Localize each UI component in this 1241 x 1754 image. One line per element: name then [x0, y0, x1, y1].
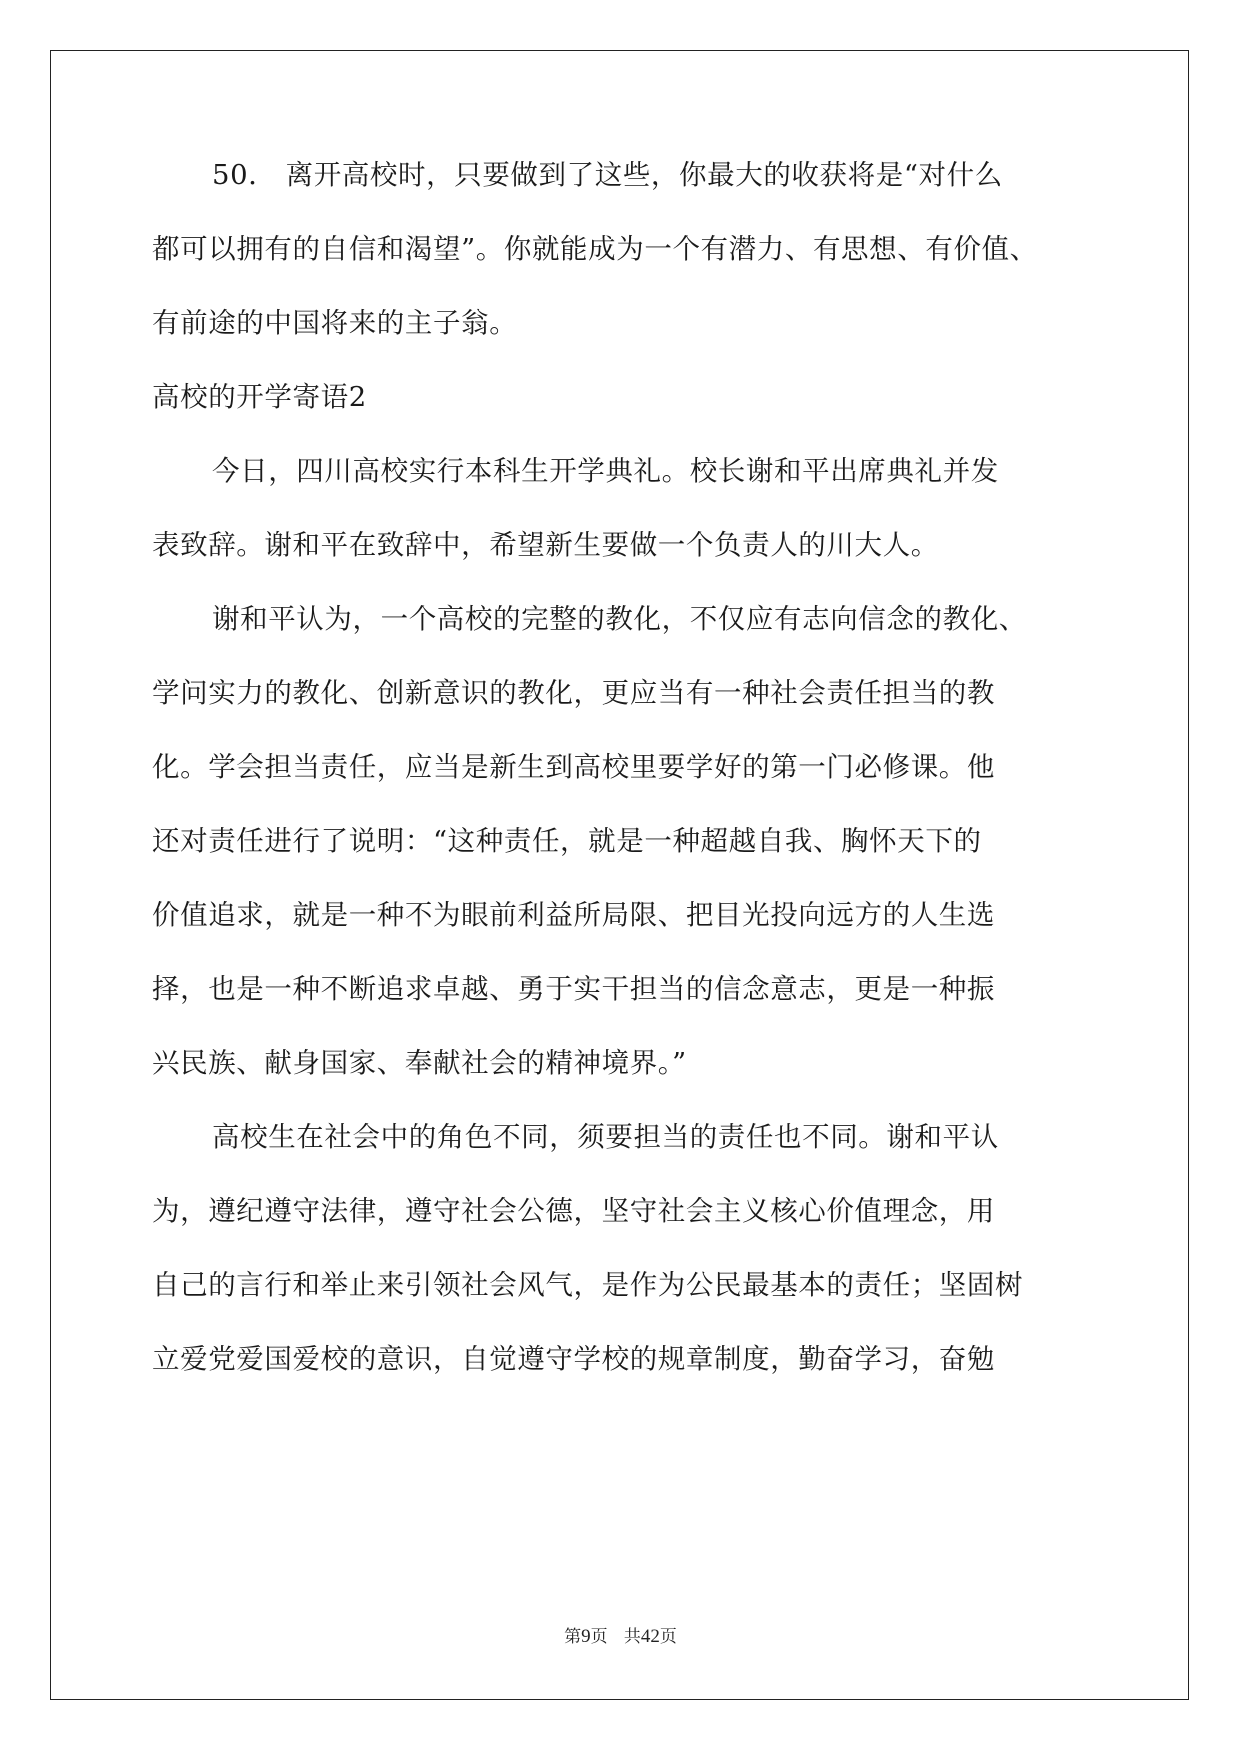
paragraph-line: 为，遵纪遵守法律，遵守社会公德，坚守社会主义核心价值理念，用 [152, 1195, 995, 1227]
total-pages: 42 [640, 1626, 660, 1647]
total-prefix: 共 [623, 1627, 641, 1647]
page-footer [0, 1622, 1241, 1648]
page-prefix: 第 [564, 1627, 582, 1647]
page-number: 9 [581, 1626, 591, 1647]
page-suffix: 页 [590, 1627, 608, 1647]
paragraph-line: 高校生在社会中的角色不同，须要担当的责任也不同。谢和平认 [212, 1121, 999, 1153]
paragraph-line: 化。学会担当责任，应当是新生到高校里要学好的第一门必修课。他 [152, 751, 995, 783]
section-heading: 高校的开学寄语2 [152, 381, 367, 413]
total-suffix: 页 [659, 1627, 677, 1647]
paragraph-line: 自己的言行和举止来引领社会风气，是作为公民最基本的责任；坚固树 [152, 1269, 1024, 1301]
paragraph-line: 谢和平认为，一个高校的完整的教化，不仅应有志向信念的教化、 [212, 603, 1027, 635]
paragraph-line: 兴民族、献身国家、奉献社会的精神境界。” [152, 1047, 687, 1079]
paragraph-line: 50． 离开高校时，只要做到了这些，你最大的收获将是“对什么 [212, 159, 1003, 191]
paragraph-line: 择，也是一种不断追求卓越、勇于实干担当的信念意志，更是一种振 [152, 973, 995, 1005]
paragraph-line: 价值追求，就是一种不为眼前利益所局限、把目光投向远方的人生选 [152, 899, 995, 931]
paragraph-line: 有前途的中国将来的主子翁。 [152, 307, 518, 339]
paragraph-line: 学问实力的教化、创新意识的教化，更应当有一种社会责任担当的教 [152, 677, 995, 709]
page-border [50, 50, 1189, 1700]
paragraph-line: 立爱党爱国爱校的意识，自觉遵守学校的规章制度，勤奋学习，奋勉 [152, 1343, 995, 1375]
paragraph-line: 今日，四川高校实行本科生开学典礼。校长谢和平出席典礼并发 [212, 455, 999, 487]
paragraph-line: 还对责任进行了说明：“这种责任，就是一种超越自我、胸怀天下的 [152, 825, 982, 857]
paragraph-line: 表致辞。谢和平在致辞中，希望新生要做一个负责人的川大人。 [152, 529, 939, 561]
paragraph-line: 都可以拥有的自信和渴望”。你就能成为一个有潜力、有思想、有价值、 [152, 233, 1038, 265]
